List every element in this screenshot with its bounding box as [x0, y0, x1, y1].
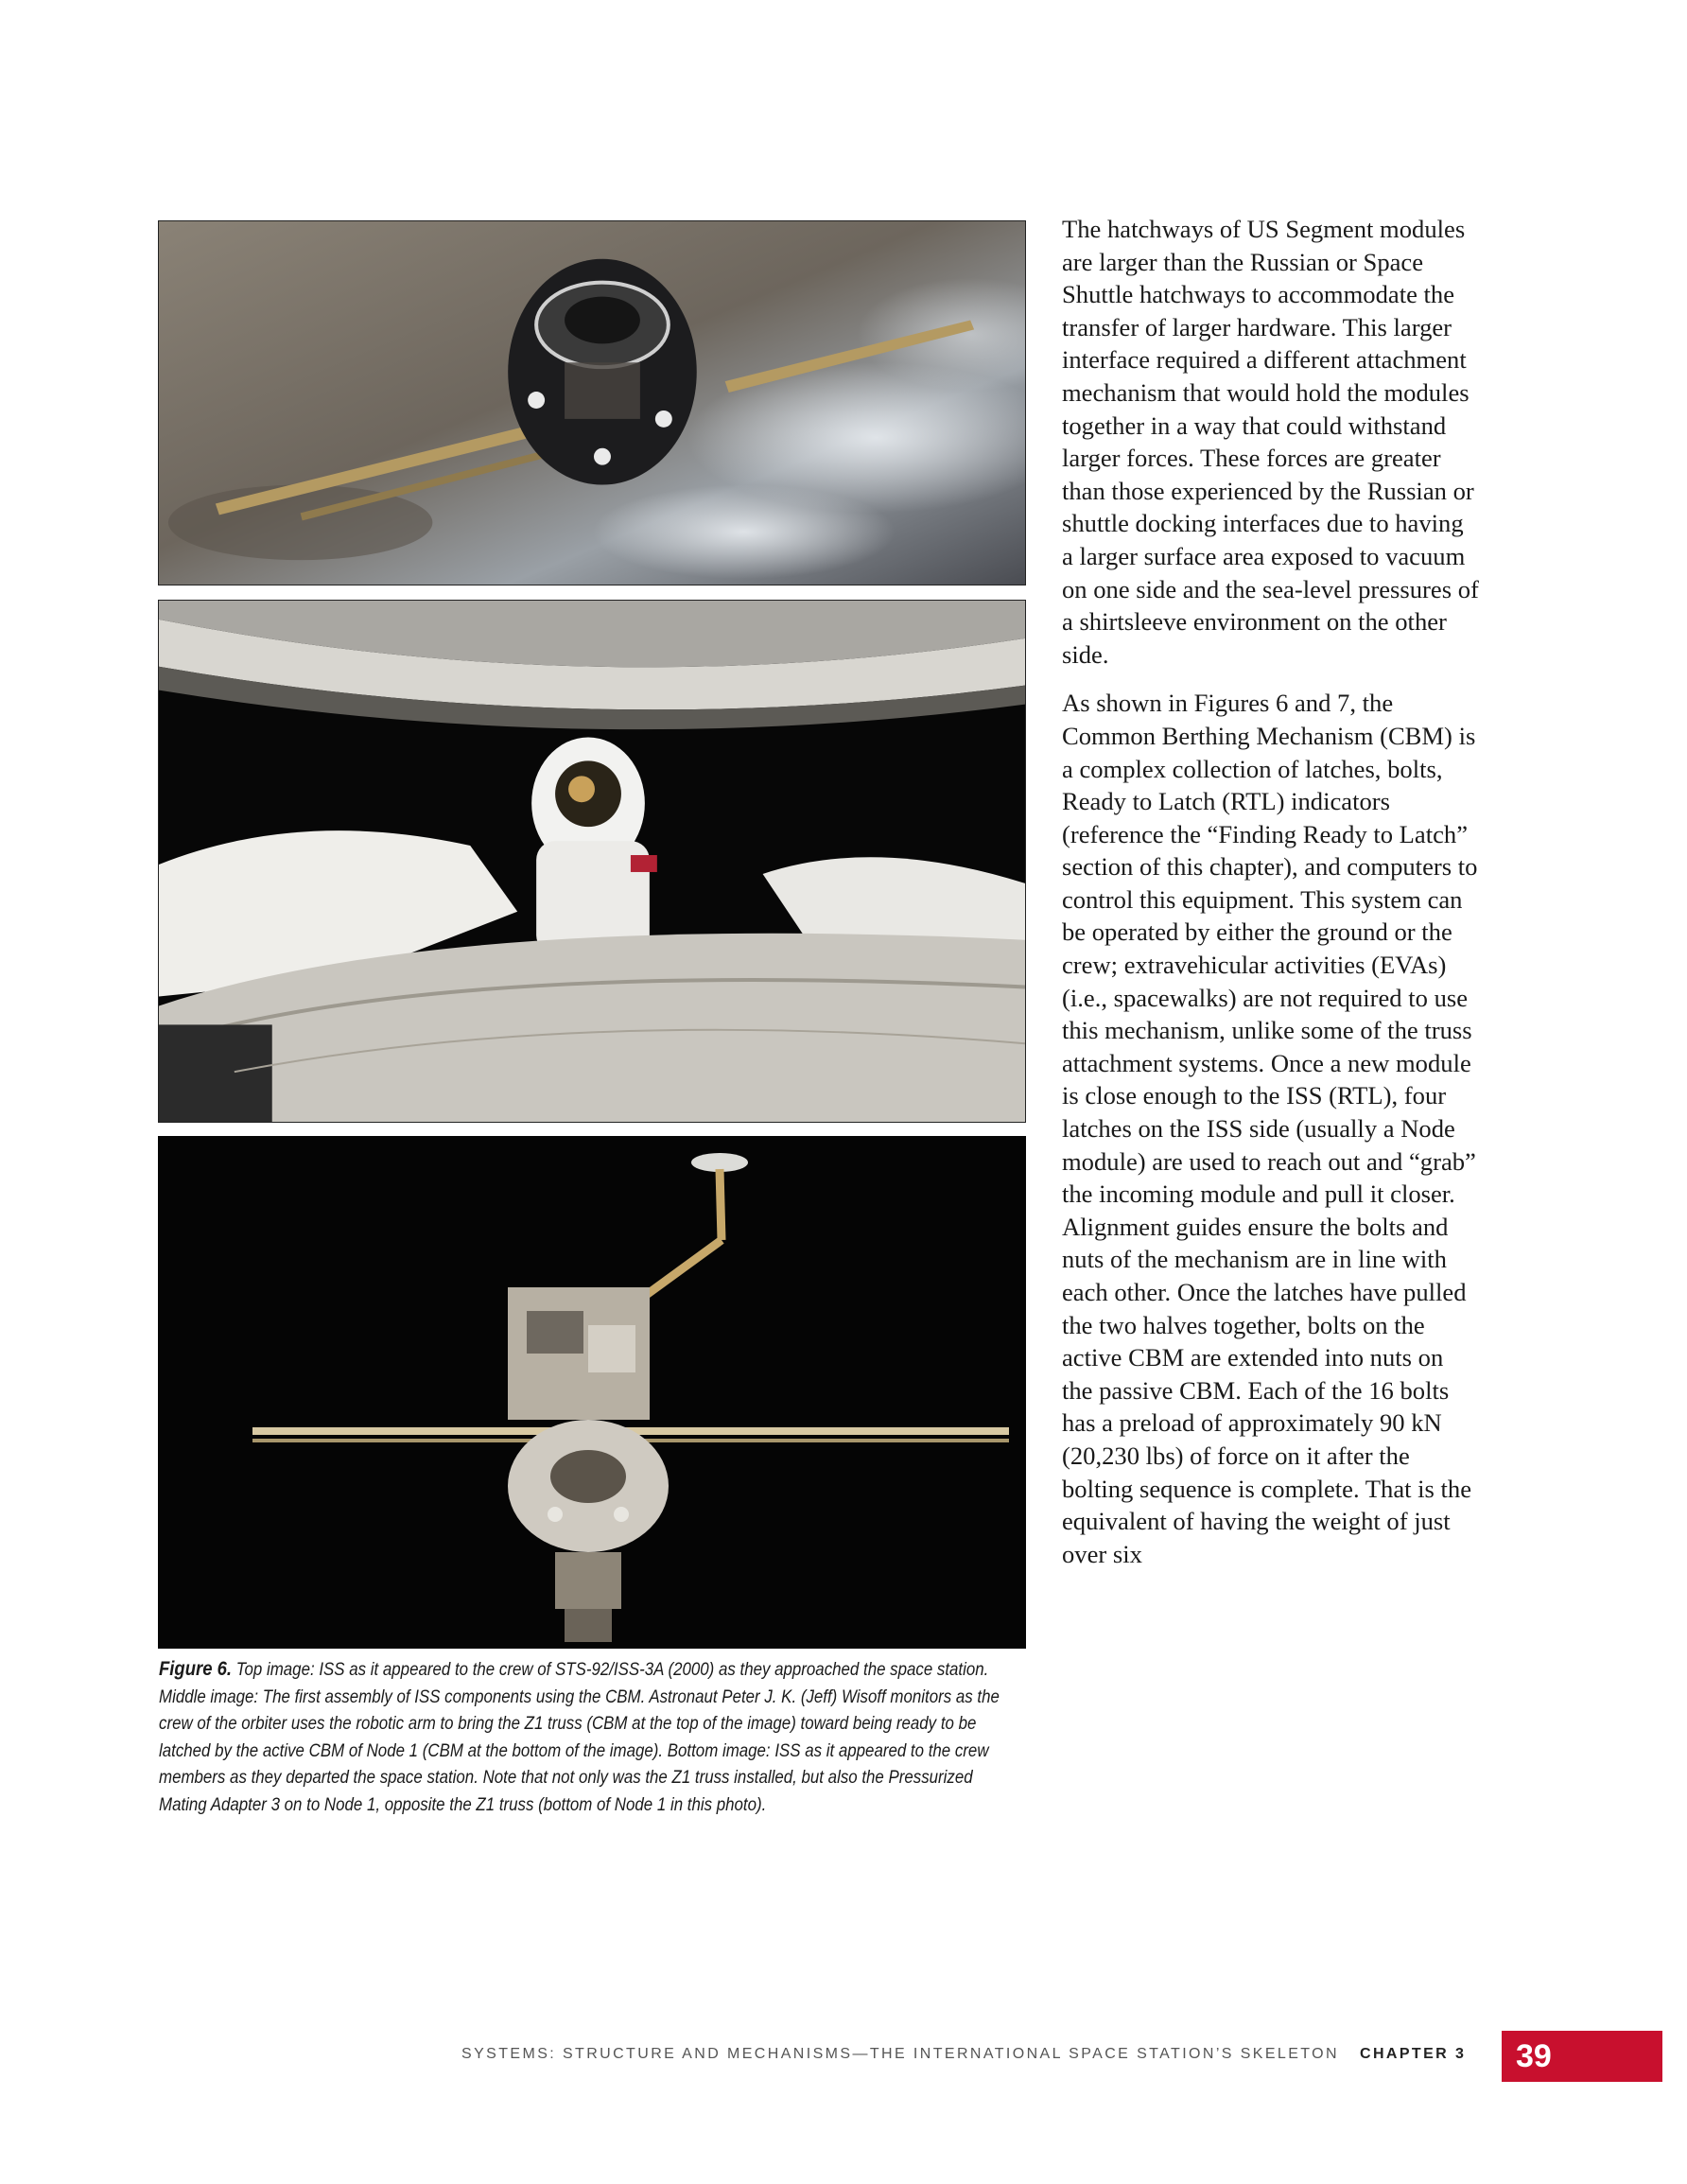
figure-caption-text: Top image: ISS as it appeared to the crew of STS-92/ISS-3A (2000) as they approached the space station. Middle image: The first assembly of ISS components using the CBM. Astronaut Peter J. K. (Jeff) Wisoff monitors as the crew of the orbiter uses the robotic arm to bring the Z1 truss (CBM at the top of the image) toward being ready to be latched by the active CBM of Node 1 (CBM at the bottom of the image). Bottom image: ISS as it appeared to the crew members as they departed the space station. Note that not only was the Z1 truss installed, but also the Pressurized Mating Adapter 3 on to Node 1, opposite the Z1 truss (bottom of Node 1 in this photo).	[159, 1660, 1000, 1815]
body-paragraph: The hatchways of US Segment modules are larger than the Russian or Space Shuttle hatchways to accommodate the transfer of larger hardware. This larger interface required a different attachment mechanism that would hold the modules together in a way that could withstand larger forces. These forces are greater than those experienced by the Russian or shuttle docking interfaces due to having a larger surface area exposed to vacuum on one side and the sea-level pressures of a shirtsleeve environment on the other side.	[1062, 215, 1479, 669]
body-text-column	[1062, 213, 1480, 1586]
page-footer	[0, 2031, 1687, 2082]
figure-image-top	[158, 220, 1026, 585]
figure-image-bottom	[158, 1136, 1026, 1649]
astronaut-cbm-photo	[159, 601, 1025, 1122]
figure-caption	[159, 1656, 1024, 1820]
figure-caption-label: Figure 6.	[159, 1658, 233, 1680]
body-paragraph: As shown in Figures 6 and 7, the Common Berthing Mechanism (CBM) is a complex collection of latches, bolts, Ready to Latch (RTL) indicators (reference the “Finding Ready to Latch” section of this chapter), and computers to control this equipment. This system can be operated by either the ground or the crew; extravehicular activities (EVAs) (i.e., spacewalks) are not required to use this mechanism, unlike some of the truss attachment systems. Once a new module is close enough to the ISS (RTL), four latches on the ISS side (usually a Node module) are used to reach out and “grab” the incoming module and pull it closer. Alignment guides ensure the bolts and nuts of the mechanism are in line with each other. Once the latches have pulled the two halves together, bolts on the active CBM are extended into nuts on the passive CBM. Each of the 16 bolts has a preload of approximately 90 kN (20,230 lbs) of force on it after the bolting sequence is complete. That is the equivalent of having the weight of just over six	[1062, 689, 1478, 1568]
iss-approach-photo	[159, 221, 1025, 585]
page-number: 39	[1502, 2031, 1662, 2082]
iss-departure-photo	[158, 1136, 1026, 1649]
running-head: SYSTEMS: STRUCTURE AND MECHANISMS—THE INTERNATIONAL SPACE STATION’S SKELETON	[461, 2046, 1339, 2062]
figure-image-middle	[158, 600, 1026, 1123]
chapter-label: CHAPTER 3	[1360, 2046, 1467, 2062]
